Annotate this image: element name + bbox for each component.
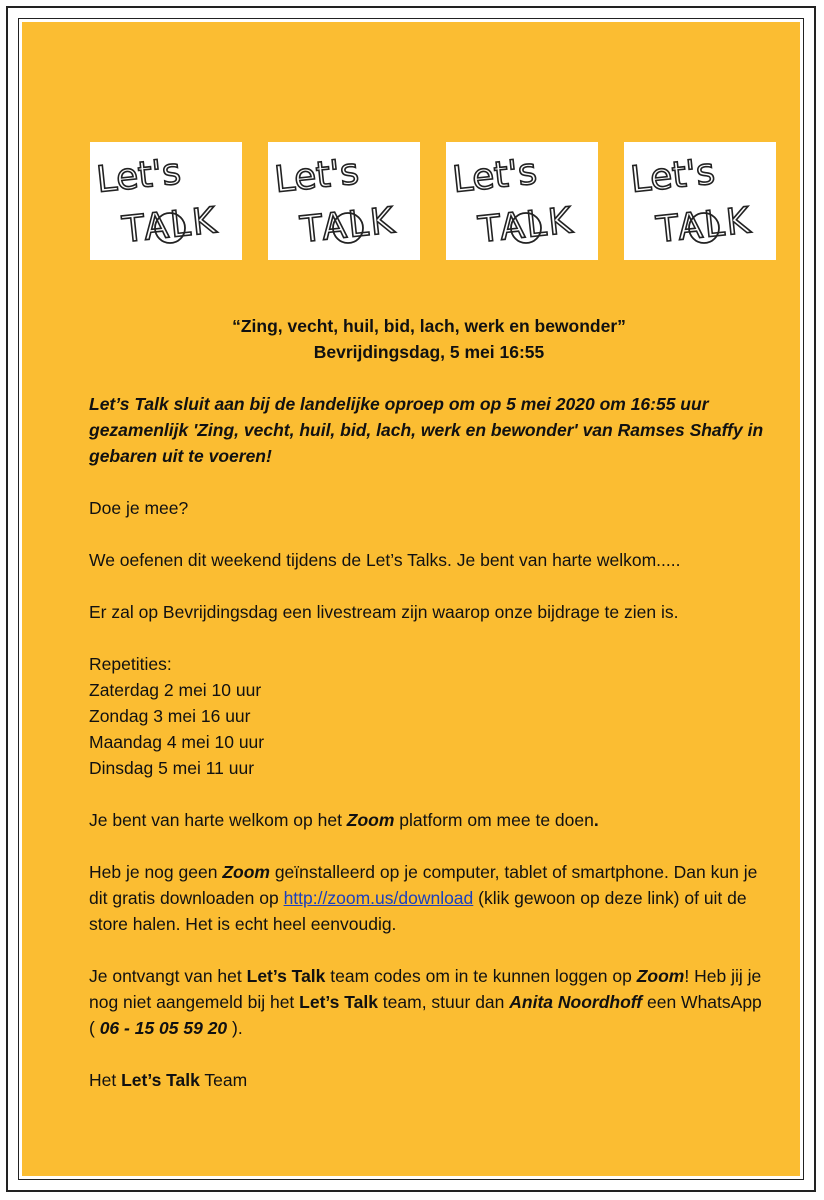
signoff-after: Team [199, 1070, 248, 1090]
codes-text-4: team, stuur dan [377, 992, 510, 1012]
codes-text-3: ! Heb jij je nog niet aangemeld bij het [89, 966, 762, 1012]
lets-talk-logo-art [446, 142, 598, 260]
welcome-text [89, 807, 769, 833]
svg-text:TALK: TALK [476, 200, 576, 251]
rehearsal-item: Zondag 3 mei 16 uur [89, 706, 251, 726]
team-name: Let’s Talk [299, 992, 378, 1012]
question-text: Doe je mee? [89, 498, 189, 518]
intro-paragraph: Let’s Talk sluit aan bij de landelijke oproep om op 5 mei 2020 om 16:55 uur gezamenlijk 'Zing, vecht, huil, bid, lach, werk en bewonder' van Ramses Shaffy in gebaren uit te voeren! [89, 394, 764, 466]
rehearsals-label: Repetities: [89, 654, 172, 674]
song-title: “Zing, vecht, huil, bid, lach, werk en bewonder” [232, 316, 626, 336]
svg-text:Let's: Let's [272, 151, 361, 201]
svg-text:Let's: Let's [628, 151, 717, 201]
install-after: (klik gewoon op deze link) of uit de store halen. Het is echt heel eenvoudig. [89, 888, 747, 934]
codes-text-5: een WhatsApp ( [89, 992, 762, 1038]
welcome-end: . [593, 810, 599, 830]
codes-text [89, 963, 769, 1041]
rehearsal-item: Dinsdag 5 mei 11 uur [89, 758, 255, 778]
install-middle: geïnstalleerd op je computer, tablet of smartphone. Dan kun je dit gratis downloaden op [89, 862, 758, 908]
lets-talk-logo [446, 142, 598, 260]
livestream-text: Er zal op Bevrijdingsdag een livestream zijn waarop onze bijdrage te zien is. [89, 602, 679, 622]
codes-text-2: team codes om in te kunnen loggen op [325, 966, 637, 986]
lets-talk-logo [624, 142, 776, 260]
svg-text:TALK: TALK [120, 200, 220, 251]
lets-talk-logo-art [624, 142, 776, 260]
codes-text-1: Je ontvangt van het [89, 966, 247, 986]
contact-name: Anita Noordhoff [509, 992, 643, 1012]
lets-talk-logo-art [90, 142, 242, 260]
svg-text:TALK: TALK [654, 200, 754, 251]
svg-text:Let's: Let's [94, 151, 183, 201]
welcome-after: platform om mee te doen [394, 810, 594, 830]
flyer-page [22, 22, 800, 1176]
svg-text:Let's: Let's [450, 151, 539, 201]
team-name: Let’s Talk [121, 1070, 200, 1090]
zoom-download-link[interactable]: http://zoom.us/download [283, 888, 474, 908]
contact-phone: 06 - 15 05 59 20 [99, 1018, 228, 1038]
team-name: Let’s Talk [246, 966, 326, 986]
install-text [89, 859, 769, 937]
zoom-emphasis: Zoom [222, 862, 270, 882]
svg-text:TALK: TALK [298, 200, 398, 251]
signoff-before: Het [89, 1070, 122, 1090]
install-before: Heb je nog geen [89, 862, 223, 882]
zoom-emphasis: Zoom [636, 966, 685, 986]
lets-talk-logo [268, 142, 420, 260]
logo-row [90, 142, 776, 260]
rehearsal-item: Zaterdag 2 mei 10 uur [89, 680, 262, 700]
flyer-content [89, 313, 769, 1093]
welcome-before: Je bent van harte welkom op het [89, 810, 347, 830]
outer-border [6, 6, 816, 1192]
event-date: Bevrijdingsdag, 5 mei 16:55 [313, 342, 545, 362]
practice-text: We oefenen dit weekend tijdens de Let’s Talks. Je bent van harte welkom..... [89, 550, 681, 570]
lets-talk-logo [90, 142, 242, 260]
lets-talk-logo-art [268, 142, 420, 260]
inner-border [18, 18, 804, 1180]
zoom-emphasis: Zoom [346, 810, 395, 830]
rehearsal-item: Maandag 4 mei 10 uur [89, 732, 265, 752]
signoff [89, 1067, 769, 1093]
codes-text-6: ). [227, 1018, 243, 1038]
